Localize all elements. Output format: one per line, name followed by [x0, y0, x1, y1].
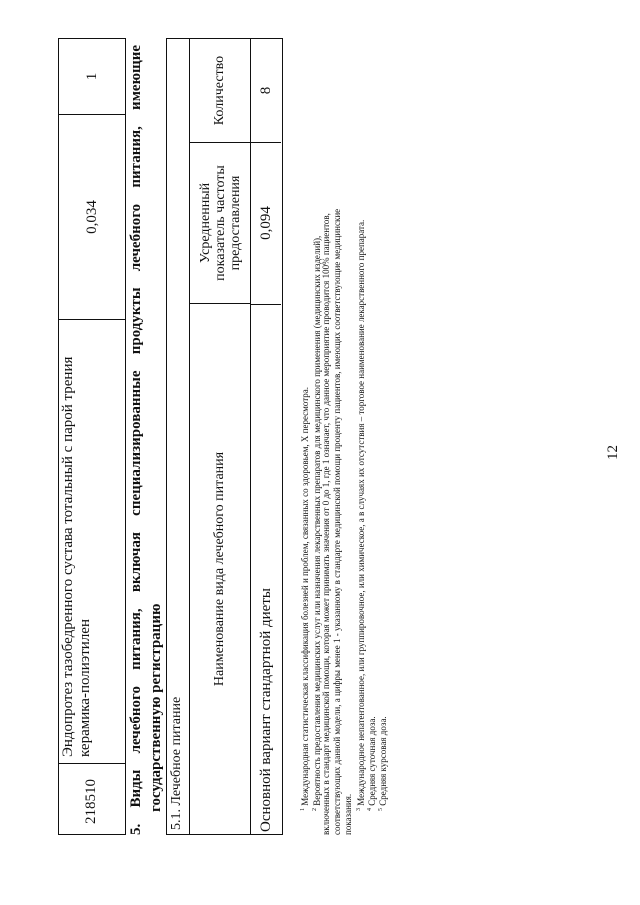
section-title-cont: государственную регистрацию	[148, 603, 164, 812]
section-title: 5. Виды лечебного питания, включая специализированные продукты лечебного питания, имеющие	[128, 45, 144, 835]
header-count: Количество	[190, 39, 251, 142]
header-frequency: Усредненный показатель частоты предоставления	[190, 142, 251, 303]
footnote-3: $^3$ Международное непатентованное, или группировочное, или химическое, а в случаях их отсутствия – торговое наименование лекарственного препарата.	[356, 219, 366, 811]
footnote-4: $^4$ Средняя суточная доза.	[367, 716, 377, 811]
footnote-2: $^2$ Вероятность предоставления медицинских услуг или назначения лекарственных препаратов для медицинского применения (медицинских изделий),	[312, 235, 322, 811]
nutrition-table	[166, 38, 283, 835]
footnote-5: $^5$ Средняя курсовая доза.	[378, 716, 388, 811]
footnote-2-line2: включенных в стандарт медицинской помощи, которая может принимать значения от 0 до 1, где 1 означает, что данное мероприятие проводится 100% пациентов,	[321, 213, 331, 835]
count-cell: 1	[83, 72, 100, 81]
footnote-2-line4: показания.	[343, 793, 353, 835]
row-frequency: 0,094	[251, 142, 281, 303]
header-name: Наименование вида лечебного питания	[190, 303, 251, 834]
footnote-1: $^1$ Международная статистическая классификация болезней и проблем, связанных со здоровьем, X пересмотра.	[300, 386, 310, 811]
frequency-cell: 0,034	[59, 114, 125, 319]
code-cell: 218510	[59, 763, 125, 834]
footnote-2-line3: соответствующих данной модели, а цифры менее 1 - указанному в стандарте медицинской помощи проценту пациентов, имеющих соответствующие медицинские	[332, 208, 342, 835]
row-name: Основной вариант стандартной диеты	[251, 304, 281, 834]
name-cell: Эндопротез тазобедренного сустава тотальный с парой трения керамика-полиэтилен	[59, 319, 125, 763]
row-count: 8	[257, 86, 274, 95]
table-subheader: 5.1. Лечебное питание	[167, 39, 190, 834]
page-number: 12	[605, 445, 621, 460]
service-table	[58, 38, 126, 835]
